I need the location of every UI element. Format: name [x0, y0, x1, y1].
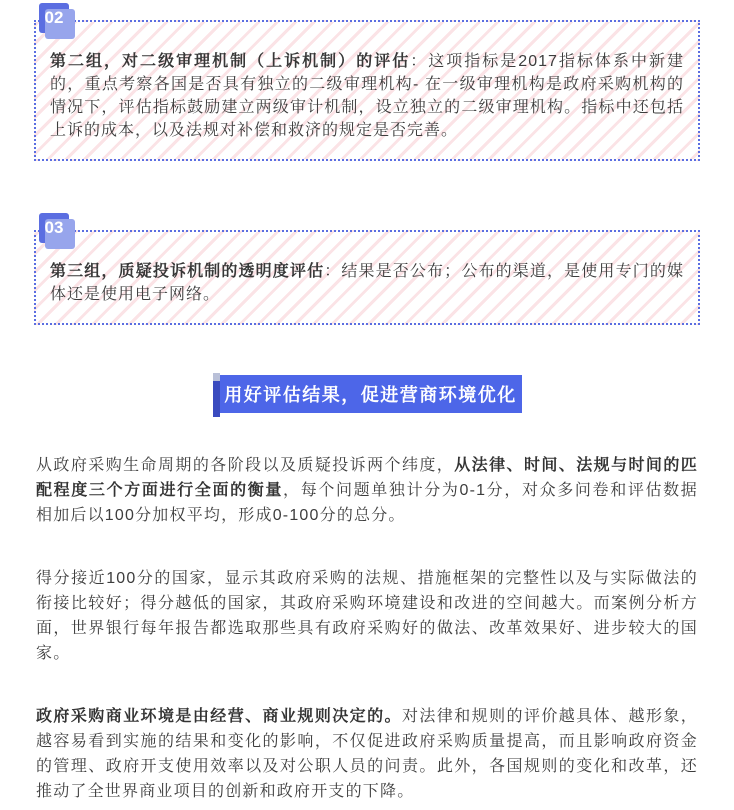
section-number-badge-02 — [39, 3, 69, 33]
stripe-box-02 — [34, 20, 700, 161]
box-lead-text: 第三组，质疑投诉机制的透明度评估 — [50, 263, 325, 280]
box-lead-text: 第二组，对二级审理机制（上诉机制）的评估 — [50, 53, 411, 70]
paragraph-text: 得分接近100分的国家，显示其政府采购的法规、措施框架的完整性以及与实际做法的衔接比较好；得分越低的国家，其政府采购环境建设和改进的空间越大。而案例分析方面，世界银行每年报告都选取那些具有政府采购好的做法、改革效果好、进步较大的国家。 — [36, 570, 698, 662]
paragraph-2 — [36, 566, 698, 666]
section-number-label: 02 — [44, 8, 64, 27]
paragraph-bold-text: 从法律、时间、法规与时间的匹配程度三个方面进行全面的衡量 — [36, 457, 698, 499]
banner-title: 用好评估结果，促进营商环境优化 — [220, 375, 522, 413]
paragraph-bold-text: 政府采购商业环境是由经营、商业规则决定的。 — [36, 708, 402, 725]
section-number-badge-03 — [39, 213, 69, 243]
banner-left-strip — [213, 381, 220, 417]
section-title-banner — [213, 375, 522, 413]
box-body-text: ：结果是否公布；公布的渠道，是使用专门的媒体还是使用电子网络。 — [50, 263, 684, 303]
section-group-03 — [34, 213, 700, 325]
paragraph-text: 从政府采购生命周期的各阶段以及质疑投诉两个纬度， — [36, 457, 455, 474]
paragraph-text: ，每个问题单独计分为0-1分，对众多问卷和评估数据相加后以100分加权平均，形成0-100分的总分。 — [36, 482, 698, 524]
section-number-label: 03 — [44, 218, 64, 237]
paragraph-3 — [36, 704, 698, 804]
stripe-box-03 — [34, 230, 700, 325]
paragraph-1 — [36, 453, 698, 528]
section-group-02 — [34, 3, 700, 161]
banner-corner-notch — [213, 373, 220, 381]
paragraph-text: 对法律和规则的评价越具体、越形象，越容易看到实施的结果和变化的影响，不仅促进政府采购质量提高，而且影响政府资金的管理、政府开支使用效率以及对公职人员的问责。此外，各国规则的变化和改革，还推动了全世界商业项目的创新和政府开支的下降。 — [36, 708, 698, 800]
box-body-text: ：这项指标是2017指标体系中新建的，重点考察各国是否具有独立的二级审理机构- 在一级审理机构是政府采购机构的情况下，评估指标鼓励建立两级审计机制，设立独立的二级审理机构。指标中还包括上诉的成本，以及法规对补偿和救济的规定是否完善。 — [50, 53, 684, 139]
